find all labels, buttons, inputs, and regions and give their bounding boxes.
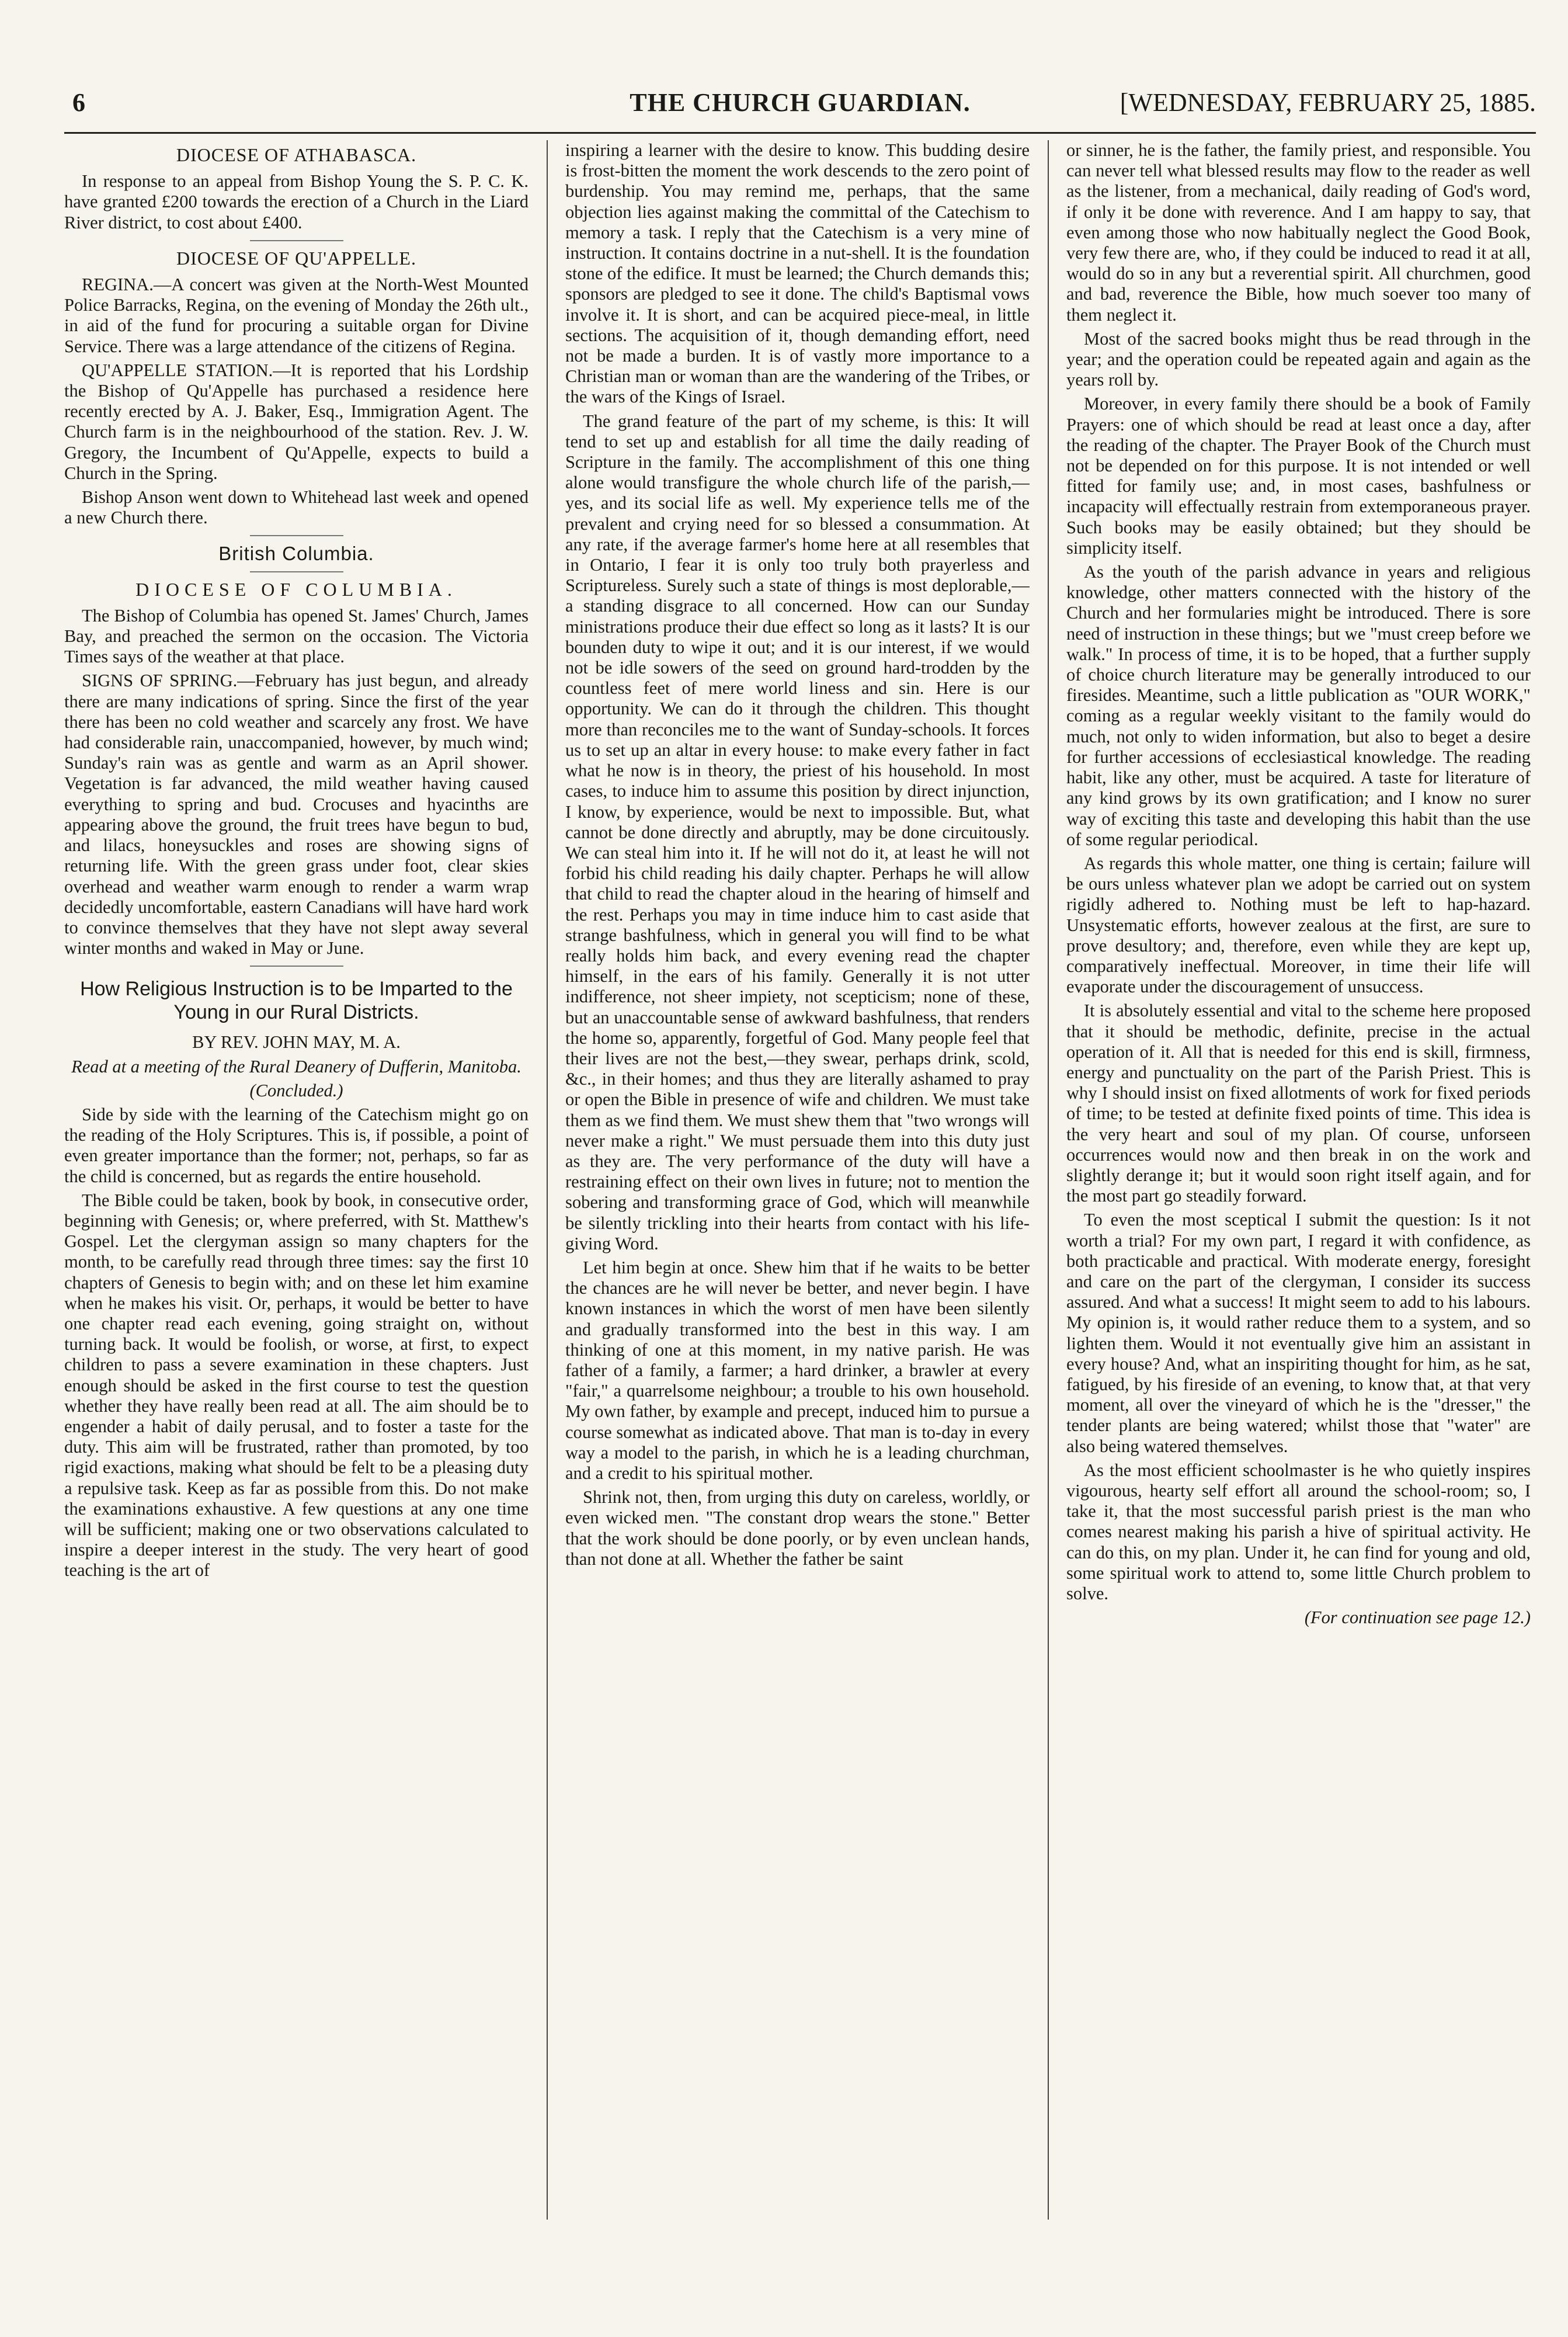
column-2 [565,140,1030,2220]
divider [250,240,343,241]
divider [250,571,343,572]
article-byline: BY REV. JOHN MAY, M. A. [192,1032,401,1053]
athabasca-paragraph: In response to an appeal from Bishop Young the S. P. C. K. have granted £200 towards the erection of a Church in the Liard River district, to cost about £400. [64,171,529,232]
article-paragraph: The Bible could be taken, book by book, in consecutive order, beginning with Genesis; or, where preferred, with St. Matthew's Gospel. Let the clergyman assign so many chapters for the month, to be carefully read through three times: say the first 10 chapters of Genesis to begin with; and on these let him examine when he makes his visit. Or, perhaps, it would be better to have one chapter read each evening, going straight on, without turning back. It would be foolish, or worse, at first, to expect children to pass a severe examination in these chapters. Just enough should be asked in the first course to test the question whether they have really been read at all. The aim should be to engender a habit of daily perusal, and to foster a taste for the duty. This aim will be frustrated, rather than promoted, by too rigid exactions, making what should be felt to be a pleasing duty a repulsive task. Keep as far as possible from this. Do not make the examinations exhaustive. A few questions at any one time will be sufficient; making one or two observations calculated to inspire a deeper interest in the study. The very heart of good teaching is the art of [64,1190,529,1581]
newspaper-page [64,82,1536,1628]
station-paragraph: QU'APPELLE STATION.—It is reported that his Lordship the Bishop of Qu'Appelle has purchased a residence here recently erected by A. J. Baker, Esq., Immigration Agent. The Church farm is in the neighbourhood of the station. Rev. J. W. Gregory, the Incumbent of Qu'Appelle, expects to build a Church in the Spring. [64,360,529,483]
column-rule [547,140,548,2220]
article-paragraph: Let him begin at once. Shew him that if he waits to be better the chances are he will never be better, and never begin. I have known instances in which the worst of men have been silently and gradually transformed into the best in this way. I am thinking of one at this moment, in my native parish. He was father of a family, a farmer; a hard drinker, a brawler at every "fair," a quarrelsome neighbour; a trouble to his own household. My own father, by example and precept, induced him to pursue a course somewhat as indicated above. That man is to-day in every way a model to the parish, in which he is a leading churchman, and a credit to his spiritual mother. [565,1257,1030,1483]
spring-paragraph: SIGNS OF SPRING.—February has just begun, and already there are many indications of spring. Since the first of the year there has been no cold weather and scarcely any frost. We have had considerable rain, unaccompanied, however, by much wind; Sunday's rain was as gentle and warm as an April shower. Vegetation is far advanced, the mild weather having caused everything to spring and bud. Crocuses and hyacinths are appearing above the ground, the fruit trees have begun to bud, and lilacs, honeysuckles and roses are showing signs of returning life. With the green grass under foot, clear skies overhead and weather warm enough to render a warm wrap decidedly uncomfortable, eastern Canadians will have hard work to convince themselves that they have not slept away several winter months and waked in May or June. [64,671,529,959]
article-paragraph: Moreover, in every family there should be a book of Family Prayers: one of which should be read at least once a day, after the reading of the chapter. The Prayer Book of the Church must not be depended on for this purpose. It is not intended or well fitted for family use; and, in most cases, bashfulness or incapacity will effectually restrain from extemporaneous prayer. Such books may be easily obtained; but they should be simplicity itself. [1066,394,1531,558]
article-paragraph: or sinner, he is the father, the family priest, and responsible. You can never tell what blessed results may flow to the reader as well as the listener, from a mechanical, daily reading of God's word, if only it be done with reverence. And I am happy to say, that even among those who now habitually neglect the Good Book, very few there are, who, if they could be induced to read it at all, would do so in any but a reverential spirit. All churchmen, good and bad, reverence the Bible, how much soever too many of them neglect it. [1066,140,1531,325]
article-paragraph: To even the most sceptical I submit the question: Is it not worth a trial? For my own part, I regard it with confidence, as both practicable and practical. With moderate energy, foresight and care on the part of the clergyman, I consider its success assured. And what a success! It might seem to add to his labours. My opinion is, it would rather reduce them to a system, and so lighten them. Would it not eventually give him an assistant in every house? And, what an inspiriting thought for him, as he sat, fatigued, by his fireside of an evening, to know that, at that very moment, all over the vineyard of which he is the "dresser," the tender plants are being watered; whilst those that "water" are also being watered themselves. [1066,1210,1531,1456]
article-paragraph: inspiring a learner with the desire to know. This budding desire is frost-bitten the moment the work descends to the zero point of burdenship. You may remind me, perhaps, that the same objection lies against making the committal of the Catechism to memory a task. I reply that the Catechism is a very mine of instruction. It contains doctrine in a nut-shell. It is the foundation stone of the edifice. It must be learned; the Church demands this; sponsors are pledged to see it done. The child's Baptismal vows involve it. It is short, and can be acquired piece-meal, in little sections. The acquisition of it, though demanding effort, need not be made a burden. It is of vastly more importance to a Christian man or woman than are the wandering of the Tribes, or the wars of the Kings of Israel. [565,140,1030,407]
columbia-paragraph: The Bishop of Columbia has opened St. James' Church, James Bay, and preached the sermon on the occasion. The Victoria Times says of the weather at that place. [64,605,529,667]
page-header [64,82,1536,134]
article-paragraph: Shrink not, then, from urging this duty on careless, worldly, or even wicked men. "The constant drop wears the stone." Better that the work should be done poorly, or by even unclean hands, than not done at all. Whether the father be saint [565,1487,1030,1569]
article-paragraph: Side by side with the learning of the Catechism might go on the reading of the Holy Scriptures. This is, if possible, a point of even greater importance than the former; not, perhaps, so far as the child is concerned, but as regards the entire household. [64,1104,529,1186]
column-3 [1066,140,1531,2220]
section-heading-british-columbia: British Columbia. [218,543,374,565]
continuation-note: (For continuation see page 12.) [1304,1607,1531,1628]
section-heading-columbia: DIOCESE OF COLUMBIA. [135,578,457,600]
section-heading-athabasca: DIOCESE OF ATHABASCA. [176,144,417,165]
divider [250,966,343,967]
article-paragraph: The grand feature of the part of my scheme, is this: It will tend to set up and establish for all time the daily reading of Scripture in the family. The accomplishment of this one thing alone would transfigure the whole church life of the parish,—yes, and its social life as well. My experience tells me of the prevalent and crying need for so blessed a consummation. At any rate, if the average farmer's home here at all resembles that in Ontario, I fear it is only too truly both prayerless and Scriptureless. Surely such a state of things is most deplorable,—a standing disgrace to all concerned. How can our Sunday ministrations produce their due effect so long as it lasts? It is our bounden duty to wipe it out; and it is our interest, if we would not be idle sowers of the seed on ground hard-trodden by the countless feet of mere world liness and sin. Here is our opportunity. We can do it through the children. This thought more than reconciles me to the want of Sunday-schools. It forces us to set up an altar in every house: to make every father in fact what he now is in theory, the priest of his household. In most cases, to induce him to assume this position by direct injunction, I know, by experience, would be next to impossible. But, what cannot be done directly and abruptly, may be done circuitously. We can steal him into it. If he will not do it, at least he will not forbid his child reading his daily chapter. Perhaps he will allow that child to read the chapter aloud in the hearing of himself and the rest. Perhaps you may in time induce him to cast aside that strange bashfulness, which in general you will find to be what really holds him back, and every evening read the chapter himself, in the ears of his family. Generally it is not utter indifference, not sheer impiety, not scepticism; none of these, but an unaccountable sense of awkward bashfulness, that renders the home so, apparently, forgetful of God. Many people feel that their lives are not the best,—they swear, perhaps drink, scold, &c., in their homes; and thus they are literally ashamed to pray or open the Bible in presence of wife and children. We must take them as we find them. We must shew them that "two wrongs will never make a right." We must persuade them into this duty just as they are. The very performance of the duty will have a restraining effect on their own lives in future; not to mention the sobering and transforming grace of God, which will meanwhile be silently trickling into their hearts from contact with his life-giving Word. [565,411,1030,1253]
article-title: How Religious Instruction is to be Imparted to the Young in our Rural Districts. [80,978,513,1024]
masthead-title: THE CHURCH GUARDIAN. [630,88,971,117]
article-paragraph: As the youth of the parish advance in years and religious knowledge, other matters connected with the history of the Church and her formularies might be introduced. There is sore need of instruction in these things; but we "must creep before we walk." In process of time, it is to be hoped, that a further supply of choice church literature may be generally introduced to our firesides. Meantime, such a little publication as "OUR WORK," coming as a regular weekly visitant to the family would do much, not only to widen information, but also to beget a desire for further accessions of ecclesiastical knowledge. The reading habit, like any other, must be acquired. A taste for literature of any kind grows by its own gratification; and I know no surer way of exciting this taste and developing this habit than the use of some regular periodical. [1066,562,1531,849]
regina-paragraph: REGINA.—A concert was given at the North-West Mounted Police Barracks, Regina, on the evening of Monday the 26th ult., in aid of the fund for procuring a suitable organ for Divine Service. There was a large attendance of the citizens of Regina. [64,275,529,356]
article-source: Read at a meeting of the Rural Deanery of Dufferin, Manitoba. [71,1056,521,1077]
article-paragraph: As regards this whole matter, one thing is certain; failure will be ours unless whatever plan we adopt be carried out on system rigidly adhered to. Nothing must be left to hap-hazard. Unsystematic efforts, however zealous at the first, are sure to prove desultory; and, therefore, even while they are kept up, comparatively ineffectual. Moreover, in time their life will evaporate under the discouragement of unsuccess. [1066,853,1531,997]
issue-date: [WEDNESDAY, FEBRUARY 25, 1885. [1119,88,1536,117]
article-paragraph: As the most efficient schoolmaster is he who quietly inspires vigourous, hearty self effort all around the school-room; so, I take it, that the most successful parish priest is the man who comes nearest making his parish a hive of spiritual activity. He can do this, on my plan. Under it, he can find for young and old, some spiritual work to attend to, some little Church problem to solve. [1066,1460,1531,1604]
column-rule [1048,140,1049,2220]
divider [250,535,343,536]
page-number: 6 [72,88,85,117]
article-paragraph: Most of the sacred books might thus be read through in the year; and the operation could be repeated again and again as the years roll by. [1066,328,1531,390]
article-paragraph: It is absolutely essential and vital to the scheme here proposed that it should be methodic, definite, precise in the actual operation of it. All that is needed for this end is skill, firmness, energy and punctuality on the part of the Parish Priest. This is why I should insist on fixed allotments of work for fixed periods of time; to be tested at definite fixed points of time. This idea is the very heart and soul of my plan. Of course, unforseen occurrences would now and then break in on the work and slightly derange it; but it would soon right itself again, and for the most part go steadily forward. [1066,1001,1531,1206]
columns [64,140,1536,2220]
section-heading-quappelle: DIOCESE OF QU'APPELLE. [176,247,416,269]
concluded-note: (Concluded.) [249,1080,343,1100]
column-1 [64,140,529,2220]
anson-paragraph: Bishop Anson went down to Whitehead last week and opened a new Church there. [64,487,529,528]
